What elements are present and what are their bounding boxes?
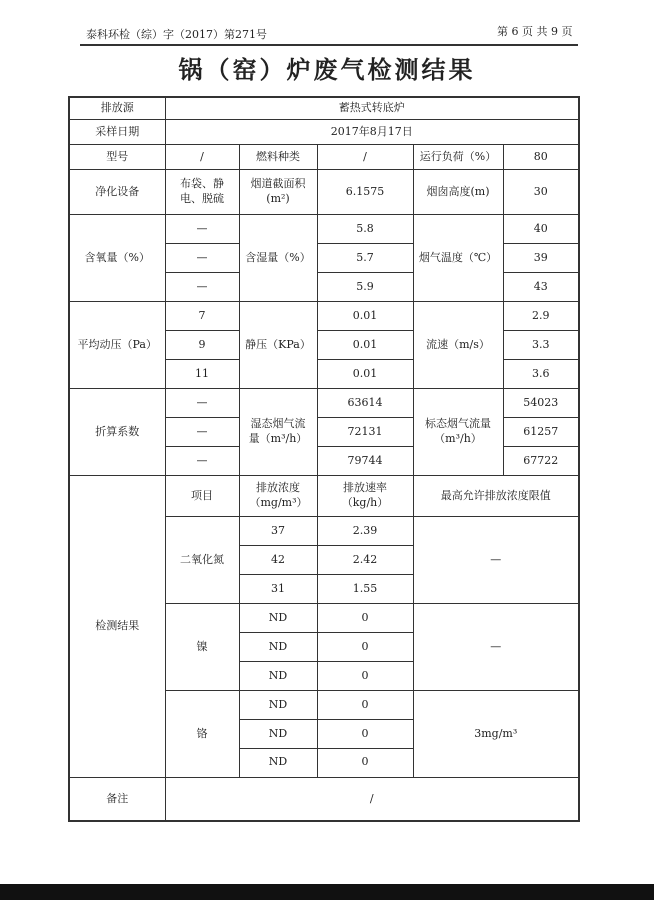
actual-flow-label: 湿态烟气流量（m³/h） bbox=[239, 389, 317, 476]
remarks-value: / bbox=[165, 777, 579, 821]
static-pressure-value: 0.01 bbox=[317, 302, 413, 331]
emission-conc-value: 42 bbox=[239, 546, 317, 575]
emission-conc-header: 排放浓度（mg/m³） bbox=[239, 475, 317, 516]
oxygen-value: — bbox=[165, 273, 239, 302]
emission-rate-value: 1.55 bbox=[317, 575, 413, 604]
emission-conc-value: 31 bbox=[239, 575, 317, 604]
velocity-value: 3.3 bbox=[503, 331, 579, 360]
oxygen-value: — bbox=[165, 244, 239, 273]
static-pressure-value: 0.01 bbox=[317, 360, 413, 389]
emission-rate-value: 2.42 bbox=[317, 546, 413, 575]
emission-conc-value: ND bbox=[239, 633, 317, 662]
model-label: 型号 bbox=[69, 145, 165, 170]
std-flow-value: 54023 bbox=[503, 389, 579, 418]
purification-value: 布袋、静电、脱硫 bbox=[165, 169, 239, 215]
sampling-date-label: 采样日期 bbox=[69, 120, 165, 145]
scan-edge-bar bbox=[0, 884, 654, 900]
purification-label: 净化设备 bbox=[69, 169, 165, 215]
flue-temp-value: 40 bbox=[503, 215, 579, 244]
static-pressure-value: 0.01 bbox=[317, 331, 413, 360]
actual-flow-value: 63614 bbox=[317, 389, 413, 418]
velocity-label: 流速（m/s） bbox=[413, 302, 503, 389]
page-indicator: 第 6 页 共 9 页 bbox=[497, 25, 573, 38]
static-pressure-label: 静压（KPa） bbox=[239, 302, 317, 389]
source-label: 排放源 bbox=[69, 97, 165, 120]
limit-value: — bbox=[413, 517, 579, 604]
emission-conc-value: 37 bbox=[239, 517, 317, 546]
humidity-value: 5.9 bbox=[317, 273, 413, 302]
fuel-type-label: 燃料种类 bbox=[239, 145, 317, 170]
load-value: 80 bbox=[503, 145, 579, 170]
conversion-value: — bbox=[165, 418, 239, 447]
item-header: 项目 bbox=[165, 475, 239, 516]
velocity-value: 2.9 bbox=[503, 302, 579, 331]
flue-area-value: 6.1575 bbox=[317, 169, 413, 215]
emission-rate-value: 0 bbox=[317, 604, 413, 633]
fuel-type-value: / bbox=[317, 145, 413, 170]
oxygen-value: — bbox=[165, 215, 239, 244]
emission-rate-header: 排放速率（kg/h） bbox=[317, 475, 413, 516]
humidity-value: 5.8 bbox=[317, 215, 413, 244]
pollutant-name: 铬 bbox=[165, 691, 239, 778]
emission-rate-value: 0 bbox=[317, 691, 413, 720]
results-table bbox=[68, 96, 580, 822]
pollutant-name: 二氧化氮 bbox=[165, 517, 239, 604]
conversion-value: — bbox=[165, 389, 239, 418]
emission-rate-value: 2.39 bbox=[317, 517, 413, 546]
conversion-label: 折算系数 bbox=[69, 389, 165, 476]
limit-value: 3mg/m³ bbox=[413, 691, 579, 778]
source-value: 蓄热式转底炉 bbox=[165, 97, 579, 120]
results-label: 检测结果 bbox=[69, 475, 165, 777]
emission-rate-value: 0 bbox=[317, 662, 413, 691]
stack-height-value: 30 bbox=[503, 169, 579, 215]
emission-conc-value: ND bbox=[239, 719, 317, 748]
emission-conc-value: ND bbox=[239, 748, 317, 777]
flue-area-label: 烟道截面积(m²) bbox=[239, 169, 317, 215]
conversion-value: — bbox=[165, 447, 239, 476]
emission-rate-value: 0 bbox=[317, 748, 413, 777]
remarks-label: 备注 bbox=[69, 777, 165, 821]
actual-flow-value: 72131 bbox=[317, 418, 413, 447]
dynamic-pressure-value: 7 bbox=[165, 302, 239, 331]
oxygen-label: 含氧量（%） bbox=[69, 215, 165, 302]
model-value: / bbox=[165, 145, 239, 170]
load-label: 运行负荷（%） bbox=[413, 145, 503, 170]
page-title: 锅（窑）炉废气检测结果 bbox=[178, 56, 476, 84]
max-allowed-header: 最高允许排放浓度限值 bbox=[413, 475, 579, 516]
emission-conc-value: ND bbox=[239, 662, 317, 691]
stack-height-label: 烟囱高度(m) bbox=[413, 169, 503, 215]
limit-value: — bbox=[413, 604, 579, 691]
actual-flow-value: 79744 bbox=[317, 447, 413, 476]
emission-conc-value: ND bbox=[239, 691, 317, 720]
emission-rate-value: 0 bbox=[317, 719, 413, 748]
report-number: 泰科环检（综）字（2017）第271号 bbox=[86, 28, 267, 41]
std-flow-value: 61257 bbox=[503, 418, 579, 447]
std-flow-label: 标态烟气流量（m³/h） bbox=[413, 389, 503, 476]
velocity-value: 3.6 bbox=[503, 360, 579, 389]
header-divider bbox=[80, 44, 578, 46]
std-flow-value: 67722 bbox=[503, 447, 579, 476]
dynamic-pressure-value: 11 bbox=[165, 360, 239, 389]
flue-temp-label: 烟气温度（℃） bbox=[413, 215, 503, 302]
flue-temp-value: 43 bbox=[503, 273, 579, 302]
emission-conc-value: ND bbox=[239, 604, 317, 633]
humidity-label: 含湿量（%） bbox=[239, 215, 317, 302]
dynamic-pressure-label: 平均动压（Pa） bbox=[69, 302, 165, 389]
flue-temp-value: 39 bbox=[503, 244, 579, 273]
humidity-value: 5.7 bbox=[317, 244, 413, 273]
sampling-date-value: 2017年8月17日 bbox=[165, 120, 579, 145]
pollutant-name: 镍 bbox=[165, 604, 239, 691]
dynamic-pressure-value: 9 bbox=[165, 331, 239, 360]
emission-rate-value: 0 bbox=[317, 633, 413, 662]
